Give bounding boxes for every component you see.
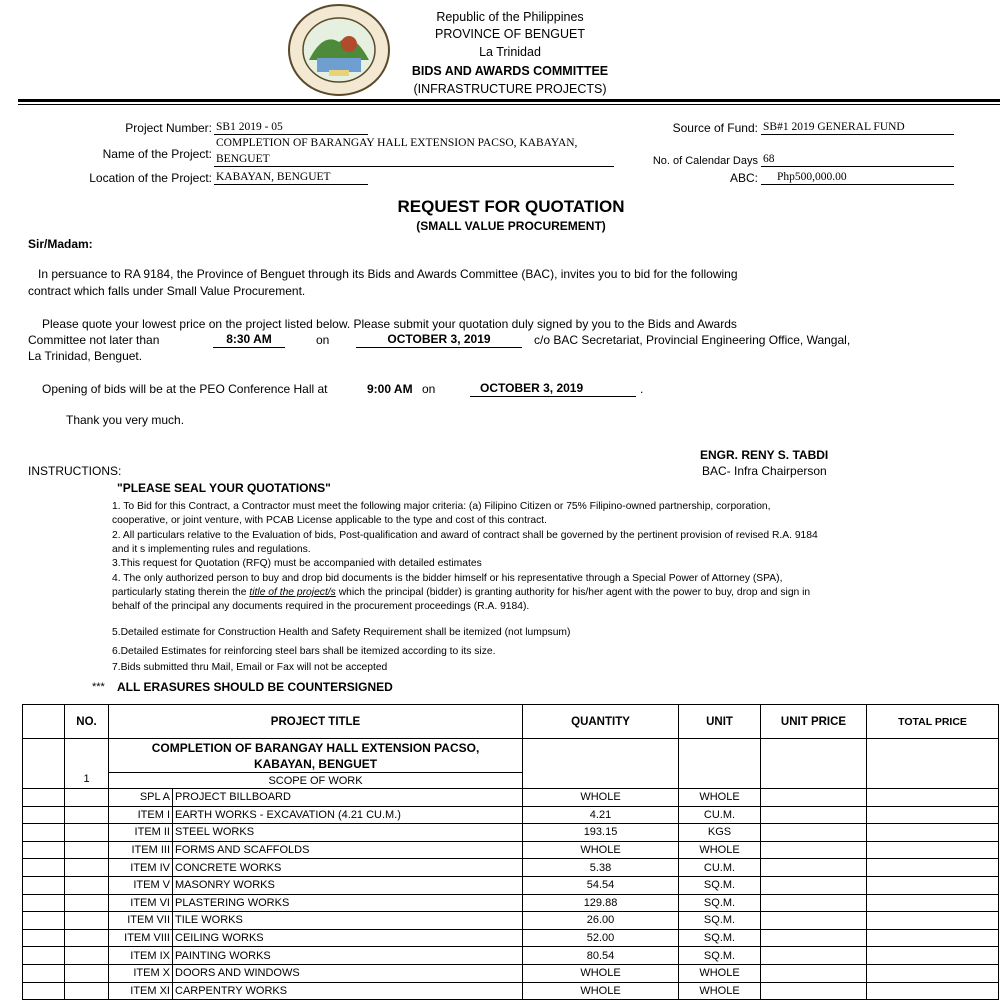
table-row <box>23 982 999 1000</box>
instruction-2a: 2. All particulars relative to the Evaluation of bids, Post-qualification and award of contract shall be governed by the pertinent provision of revised R.A. 9184 <box>112 530 818 541</box>
paragraph2-on: on <box>316 333 330 347</box>
item-unit-cell: SQ.M. <box>679 947 761 965</box>
item-total-price-cell <box>867 876 999 894</box>
item-unit-price-cell <box>761 824 867 842</box>
item-unit-price-cell <box>761 964 867 982</box>
item-unit-cell: SQ.M. <box>679 876 761 894</box>
item-code-cell: SPL A <box>109 789 173 807</box>
instruction-4a: 4. The only authorized person to buy and drop bid documents is the bidder himself or his representative through a Special Power of Attorney (SPA), <box>112 573 783 584</box>
source-fund-value: SB#1 2019 GENERAL FUND <box>761 121 954 135</box>
item-code-cell: ITEM IX <box>109 947 173 965</box>
item-unit-price-cell <box>761 929 867 947</box>
item-description-cell: EARTH WORKS - EXCAVATION (4.21 CU.M.) <box>173 806 523 824</box>
row-blank-cell <box>23 859 65 877</box>
table-row <box>23 964 999 982</box>
item-description-cell: MASONRY WORKS <box>173 876 523 894</box>
row-no-cell <box>65 982 109 1000</box>
item-unit-price-cell <box>761 947 867 965</box>
project-name-label: Name of the Project: <box>102 147 212 161</box>
table-row <box>23 824 999 842</box>
item-description-cell: CONCRETE WORKS <box>173 859 523 877</box>
instruction-5: 5.Detailed estimate for Construction Health and Safety Requirement shall be itemized (not lumpsum) <box>112 627 571 638</box>
item-description-cell: TILE WORKS <box>173 912 523 930</box>
item-unit-cell: SQ.M. <box>679 912 761 930</box>
col-unit: UNIT <box>679 705 761 739</box>
row-blank-cell <box>23 912 65 930</box>
instruction-7: 7.Bids submitted thru Mail, Email or Fax will not be accepted <box>112 662 388 673</box>
row-blank-cell <box>23 947 65 965</box>
item-total-price-cell <box>867 824 999 842</box>
row-blank-cell <box>23 789 65 807</box>
paragraph1-line1: In persuance to RA 9184, the Province of Benguet through its Bids and Awards Committee (BAC), invites you to bid for the following <box>38 267 738 281</box>
table-row <box>23 894 999 912</box>
row-no-cell <box>65 859 109 877</box>
location-label: Location of the Project: <box>89 171 212 185</box>
item-quantity-cell: 80.54 <box>523 947 679 965</box>
header-republic: Republic of the Philippines <box>436 10 584 24</box>
instruction-3: 3.This request for Quotation (RFQ) must be accompanied with detailed estimates <box>112 558 482 569</box>
item-unit-cell: WHOLE <box>679 789 761 807</box>
row-no-cell <box>65 841 109 859</box>
item-total-price-cell <box>867 964 999 982</box>
project-number-label: Project Number: <box>125 121 212 135</box>
table-header-row <box>23 705 999 739</box>
calendar-days-label: No. of Calendar Days <box>652 155 758 167</box>
item-quantity-cell: 54.54 <box>523 876 679 894</box>
project-title-cell <box>109 739 523 773</box>
col-unit-price: UNIT PRICE <box>761 705 867 739</box>
row-no-cell <box>65 947 109 965</box>
item-quantity-cell: 52.00 <box>523 929 679 947</box>
item-unit-price-cell <box>761 982 867 1000</box>
instruction-4c: behalf of the principal any documents required in the procurement proceedings (R.A. 9184). <box>112 601 530 612</box>
item-code-cell: ITEM III <box>109 841 173 859</box>
item-total-price-cell <box>867 789 999 807</box>
item-quantity-cell: 4.21 <box>523 806 679 824</box>
item-quantity-cell: 129.88 <box>523 894 679 912</box>
signatory-name: ENGR. RENY S. TABDI <box>700 448 829 462</box>
item-unit-price-cell <box>761 876 867 894</box>
row-blank-cell <box>23 964 65 982</box>
paragraph2-line3: La Trinidad, Benguet. <box>28 349 143 363</box>
row-blank-cell <box>23 876 65 894</box>
row-no-cell <box>65 806 109 824</box>
table-row <box>23 841 999 859</box>
instruction-1a: 1. To Bid for this Contract, a Contractor must meet the following major criteria: (a) Filipino Citizen or 75% Filipino-owned partnership, corporation, <box>112 501 771 512</box>
item-description-cell: PROJECT BILLBOARD <box>173 789 523 807</box>
instruction-6: 6.Detailed Estimates for reinforcing steel bars shall be itemized according to its size. <box>112 646 496 657</box>
erasures-stars: *** <box>92 681 105 693</box>
item-total-price-cell <box>867 894 999 912</box>
header-rule-thick <box>18 99 1000 102</box>
thank-you: Thank you very much. <box>66 413 185 427</box>
row-blank-cell <box>23 824 65 842</box>
erasures-notice: ALL ERASURES SHOULD BE COUNTERSIGNED <box>117 680 393 694</box>
item-total-price-cell <box>867 841 999 859</box>
header-rule-thin <box>18 104 1000 105</box>
item-description-cell: PAINTING WORKS <box>173 947 523 965</box>
instruction-1b: cooperative, or joint venture, with PCAB License applicable to the type and cost of this contract. <box>112 515 547 526</box>
item-quantity-cell: 193.15 <box>523 824 679 842</box>
item-quantity-cell: WHOLE <box>523 789 679 807</box>
submission-date: OCTOBER 3, 2019 <box>356 332 522 348</box>
table-row <box>23 859 999 877</box>
project-row <box>23 739 999 773</box>
instruction-4b <box>112 586 952 600</box>
col-no: NO. <box>65 705 109 739</box>
item-code-cell: ITEM VIII <box>109 929 173 947</box>
item-unit-price-cell <box>761 859 867 877</box>
calendar-days-value: 68 <box>761 153 954 167</box>
table-row <box>23 912 999 930</box>
row-no-cell <box>65 824 109 842</box>
item-unit-price-cell <box>761 789 867 807</box>
item-quantity-cell: 26.00 <box>523 912 679 930</box>
salutation: Sir/Madam: <box>28 237 93 251</box>
opening-text: Opening of bids will be at the PEO Conference Hall at <box>42 382 328 396</box>
item-code-cell: ITEM VII <box>109 912 173 930</box>
row-no-cell <box>65 929 109 947</box>
item-description-cell: DOORS AND WINDOWS <box>173 964 523 982</box>
item-unit-price-cell <box>761 841 867 859</box>
instruction-4b-pre: particularly stating therein the <box>112 587 247 598</box>
table-row <box>23 929 999 947</box>
item-unit-cell: CU.M. <box>679 859 761 877</box>
item-code-cell: ITEM XI <box>109 982 173 1000</box>
row-no-cell <box>65 789 109 807</box>
item-unit-price-cell <box>761 894 867 912</box>
paragraph2-line1: Please quote your lowest price on the project listed below. Please submit your quotation duly signed by you to the Bids and Awards <box>42 317 737 331</box>
seal-quotations-notice: "PLEASE SEAL YOUR QUOTATIONS" <box>117 481 331 495</box>
abc-label: ABC: <box>729 171 758 185</box>
row-no-cell <box>65 912 109 930</box>
item-code-cell: ITEM V <box>109 876 173 894</box>
item-code-cell: ITEM IV <box>109 859 173 877</box>
row-blank-cell <box>23 929 65 947</box>
col-blank <box>23 705 65 739</box>
item-code-cell: ITEM II <box>109 824 173 842</box>
table-row <box>23 876 999 894</box>
item-description-cell: PLASTERING WORKS <box>173 894 523 912</box>
instruction-4b-emphasis: title of the project/s <box>249 587 336 598</box>
source-fund-label: Source of Fund: <box>672 121 758 135</box>
official-seal-logo <box>283 2 395 98</box>
project-number-cell: 1 <box>65 739 109 789</box>
item-unit-cell: SQ.M. <box>679 894 761 912</box>
col-total-price: TOTAL PRICE <box>867 705 999 739</box>
item-description-cell: CEILING WORKS <box>173 929 523 947</box>
item-quantity-cell: 5.38 <box>523 859 679 877</box>
header-infra: (INFRASTRUCTURE PROJECTS) <box>413 82 607 96</box>
item-unit-cell: KGS <box>679 824 761 842</box>
opening-time: 9:00 AM <box>367 382 413 396</box>
item-description-cell: STEEL WORKS <box>173 824 523 842</box>
item-code-cell: ITEM I <box>109 806 173 824</box>
opening-on: on <box>422 382 436 396</box>
item-total-price-cell <box>867 859 999 877</box>
table-row <box>23 806 999 824</box>
project-title-line2: KABAYAN, BENGUET <box>253 756 378 771</box>
item-total-price-cell <box>867 806 999 824</box>
row-no-cell <box>65 876 109 894</box>
table-row <box>23 789 999 807</box>
abc-value: Php500,000.00 <box>761 171 954 185</box>
item-total-price-cell <box>867 912 999 930</box>
item-description-cell: CARPENTRY WORKS <box>173 982 523 1000</box>
paragraph2-rest: c/o BAC Secretariat, Provincial Engineering Office, Wangal, <box>534 333 851 347</box>
item-quantity-cell: WHOLE <box>523 964 679 982</box>
item-quantity-cell: WHOLE <box>523 841 679 859</box>
row-no-cell <box>65 964 109 982</box>
row-blank-cell <box>23 894 65 912</box>
table-row <box>23 947 999 965</box>
item-unit-cell: WHOLE <box>679 841 761 859</box>
row-blank-cell <box>23 841 65 859</box>
paragraph1-line2: contract which falls under Small Value Procurement. <box>28 284 306 298</box>
item-unit-cell: SQ.M. <box>679 929 761 947</box>
item-unit-cell: CU.M. <box>679 806 761 824</box>
row-blank-cell <box>23 982 65 1000</box>
item-total-price-cell <box>867 947 999 965</box>
col-quantity: QUANTITY <box>523 705 679 739</box>
row-no-cell <box>65 894 109 912</box>
signatory-title: BAC- Infra Chairperson <box>702 464 827 478</box>
opening-period: . <box>640 382 644 396</box>
item-total-price-cell <box>867 929 999 947</box>
scope-of-work-cell: SCOPE OF WORK <box>109 773 523 789</box>
item-code-cell: ITEM VI <box>109 894 173 912</box>
item-unit-cell: WHOLE <box>679 964 761 982</box>
item-quantity-cell: WHOLE <box>523 982 679 1000</box>
instruction-2b: and it s implementing rules and regulations. <box>112 544 311 555</box>
opening-date: OCTOBER 3, 2019 <box>470 381 636 397</box>
project-title-line1: COMPLETION OF BARANGAY HALL EXTENSION PACSO, <box>151 740 480 755</box>
item-unit-cell: WHOLE <box>679 982 761 1000</box>
submission-time: 8:30 AM <box>213 332 285 348</box>
item-total-price-cell <box>867 982 999 1000</box>
item-unit-price-cell <box>761 806 867 824</box>
item-description-cell: FORMS AND SCAFFOLDS <box>173 841 523 859</box>
header-town: La Trinidad <box>479 45 541 59</box>
paragraph2-committee: Committee not later than <box>28 333 160 347</box>
col-project-title: PROJECT TITLE <box>109 705 523 739</box>
header-province: PROVINCE OF BENGUET <box>434 27 586 41</box>
header-committee: BIDS AND AWARDS COMMITTEE <box>411 64 609 78</box>
document-title: REQUEST FOR QUOTATION <box>397 197 625 216</box>
quotation-table <box>22 704 999 1000</box>
document-subtitle: (SMALL VALUE PROCUREMENT) <box>416 219 606 233</box>
row-blank-cell <box>23 806 65 824</box>
instruction-4b-post: which the principal (bidder) is granting authority for his/her agent with the power to buy, drop and sign in <box>338 587 811 598</box>
project-name-line2: BENGUET <box>214 153 614 167</box>
item-code-cell: ITEM X <box>109 964 173 982</box>
location-value: KABAYAN, BENGUET <box>214 171 368 185</box>
project-name-line1: COMPLETION OF BARANGAY HALL EXTENSION PACSO, KABAYAN, <box>216 137 578 149</box>
project-number-value: SB1 2019 - 05 <box>214 121 368 135</box>
item-unit-price-cell <box>761 912 867 930</box>
instructions-label: INSTRUCTIONS: <box>28 464 122 478</box>
